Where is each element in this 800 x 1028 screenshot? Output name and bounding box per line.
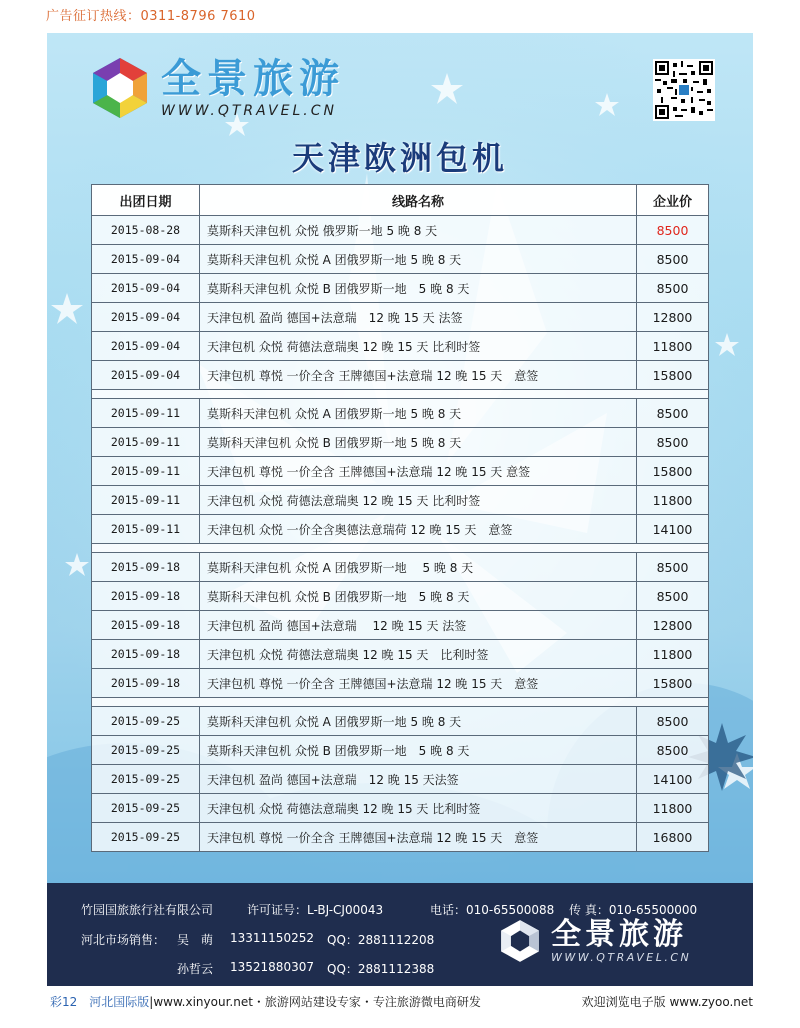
departure-date: 2015-09-11: [92, 457, 200, 486]
footer-contact-panel: [47, 883, 753, 986]
table-row: [92, 486, 709, 515]
route-name: 莫斯科天津包机 众悦 B 团俄罗斯一地 5 晚 8 天: [200, 428, 637, 457]
departure-date: 2015-09-04: [92, 361, 200, 390]
price: 11800: [637, 486, 709, 515]
route-name: 莫斯科天津包机 众悦 A 团俄罗斯一地 5 晚 8 天: [200, 553, 637, 582]
table-row: [92, 707, 709, 736]
table-row: [92, 794, 709, 823]
brand-logo-icon: [87, 55, 153, 121]
footer-brand-logo: [497, 918, 691, 964]
departure-date: 2015-09-18: [92, 582, 200, 611]
route-name: 莫斯科天津包机 众悦 B 团俄罗斯一地 5 晚 8 天: [200, 736, 637, 765]
group-separator: [92, 698, 709, 707]
route-name: 天津包机 盈尚 德国+法意瑞 12 晚 15 天 法签: [200, 611, 637, 640]
contact2-phone: 13521880307: [230, 960, 314, 974]
page-footer: [50, 993, 753, 1010]
contact2-qq: QQ：2881112388: [327, 962, 435, 976]
departure-date: 2015-09-18: [92, 611, 200, 640]
col-header-price: 企业价: [637, 185, 709, 216]
price: 8500: [637, 216, 709, 245]
price: 11800: [637, 794, 709, 823]
departure-date: 2015-08-28: [92, 216, 200, 245]
departure-date: 2015-09-11: [92, 515, 200, 544]
departure-date: 2015-09-18: [92, 553, 200, 582]
departure-date: 2015-09-25: [92, 736, 200, 765]
sales-label: 河北市场销售：: [81, 933, 166, 947]
route-name: 天津包机 尊悦 一价全含 王牌德国+法意瑞 12 晚 15 天 意签: [200, 823, 637, 852]
price: 16800: [637, 823, 709, 852]
company-name: 竹园国旅旅行社有限公司: [81, 903, 214, 917]
departure-date: 2015-09-04: [92, 332, 200, 361]
brand-logo: [87, 55, 345, 121]
table-row: [92, 245, 709, 274]
departure-date: 2015-09-04: [92, 274, 200, 303]
route-name: 莫斯科天津包机 众悦 A 团俄罗斯一地 5 晚 8 天: [200, 245, 637, 274]
table-row: [92, 669, 709, 698]
route-name: 莫斯科天津包机 众悦 A 团俄罗斯一地 5 晚 8 天: [200, 707, 637, 736]
footer-logo-icon: [497, 918, 543, 964]
contact1-name: 吴 萌: [177, 933, 214, 947]
route-name: 莫斯科天津包机 众悦 俄罗斯一地 5 晚 8 天: [200, 216, 637, 245]
route-name: 莫斯科天津包机 众悦 B 团俄罗斯一地 5 晚 8 天: [200, 582, 637, 611]
qr-code[interactable]: [653, 59, 715, 121]
price: 8500: [637, 428, 709, 457]
departure-date: 2015-09-25: [92, 707, 200, 736]
price: 12800: [637, 611, 709, 640]
price: 8500: [637, 399, 709, 428]
table-row: [92, 640, 709, 669]
price: 14100: [637, 765, 709, 794]
departure-date: 2015-09-25: [92, 823, 200, 852]
price: 8500: [637, 553, 709, 582]
table-row: [92, 399, 709, 428]
table-row: [92, 303, 709, 332]
price: 11800: [637, 640, 709, 669]
price: 11800: [637, 332, 709, 361]
route-name: 天津包机 众悦 荷德法意瑞奥 12 晚 15 天 比利时签: [200, 794, 637, 823]
price: 15800: [637, 669, 709, 698]
departure-date: 2015-09-04: [92, 245, 200, 274]
departure-date: 2015-09-18: [92, 669, 200, 698]
table-row: [92, 428, 709, 457]
page-number: 彩12 河北国际版: [50, 995, 150, 1009]
route-name: 天津包机 众悦 荷德法意瑞奥 12 晚 15 天 比利时签: [200, 332, 637, 361]
price: 14100: [637, 515, 709, 544]
table-row: [92, 332, 709, 361]
departure-date: 2015-09-11: [92, 399, 200, 428]
route-name: 天津包机 尊悦 一价全含 王牌德国+法意瑞 12 晚 15 天 意签: [200, 457, 637, 486]
route-name: 天津包机 盈尚 德国+法意瑞 12 晚 15 天法签: [200, 765, 637, 794]
brand-url: WWW.QTRAVEL.CN: [161, 103, 337, 119]
brand-name: 全景旅游: [161, 56, 345, 102]
poster: [47, 33, 753, 883]
route-name: 莫斯科天津包机 众悦 A 团俄罗斯一地 5 晚 8 天: [200, 399, 637, 428]
table-row: [92, 736, 709, 765]
price: 8500: [637, 274, 709, 303]
footer-brand-name: 全景旅游: [551, 916, 687, 952]
table-row: [92, 274, 709, 303]
site-slogan[interactable]: |www.xinyour.net・旅游网站建设专家・专注旅游微电商研发: [149, 995, 481, 1009]
contact1-phone: 13311150252: [230, 931, 314, 945]
route-name: 天津包机 盈尚 德国+法意瑞 12 晚 15 天 法签: [200, 303, 637, 332]
table-row: [92, 515, 709, 544]
table-row: [92, 457, 709, 486]
page-title: 天津欧洲包机: [291, 139, 508, 177]
table-row: [92, 823, 709, 852]
contact2-name: 孙哲云: [177, 962, 214, 976]
qr-code-icon: [655, 61, 713, 119]
route-name: 天津包机 众悦 荷德法意瑞奥 12 晚 15 天 比利时签: [200, 640, 637, 669]
departure-date: 2015-09-11: [92, 428, 200, 457]
company-phone: 电话：010-65500088: [430, 903, 555, 917]
price: 12800: [637, 303, 709, 332]
e-edition-link[interactable]: 欢迎浏览电子版 www.zyoo.net: [581, 995, 753, 1009]
table-header-row: [92, 185, 709, 216]
table-row: [92, 216, 709, 245]
table-row: [92, 582, 709, 611]
price: 8500: [637, 707, 709, 736]
departure-date: 2015-09-04: [92, 303, 200, 332]
route-name: 天津包机 众悦 荷德法意瑞奥 12 晚 15 天 比利时签: [200, 486, 637, 515]
price: 8500: [637, 582, 709, 611]
route-name: 莫斯科天津包机 众悦 B 团俄罗斯一地 5 晚 8 天: [200, 274, 637, 303]
footer-brand-url: WWW.QTRAVEL.CN: [551, 950, 692, 964]
table-row: [92, 611, 709, 640]
table-row: [92, 765, 709, 794]
price: 15800: [637, 361, 709, 390]
col-header-date: 出团日期: [92, 185, 200, 216]
route-name: 天津包机 尊悦 一价全含 王牌德国+法意瑞 12 晚 15 天 意签: [200, 361, 637, 390]
license-number: 许可证号：L-BJ-CJ00043: [247, 903, 384, 917]
route-name: 天津包机 尊悦 一价全含 王牌德国+法意瑞 12 晚 15 天 意签: [200, 669, 637, 698]
table-row: [92, 361, 709, 390]
company-fax: 传 真：010-65500000: [569, 903, 698, 917]
table-row: [92, 553, 709, 582]
departure-date: 2015-09-18: [92, 640, 200, 669]
departure-date: 2015-09-11: [92, 486, 200, 515]
col-header-route: 线路名称: [200, 185, 637, 216]
route-name: 天津包机 众悦 一价全含奥德法意瑞荷 12 晚 15 天 意签: [200, 515, 637, 544]
price: 8500: [637, 245, 709, 274]
contact1-qq: QQ：2881112208: [327, 933, 435, 947]
ad-hotline: 广告征订热线：0311-8796 7610: [46, 9, 256, 24]
price: 15800: [637, 457, 709, 486]
departure-date: 2015-09-25: [92, 794, 200, 823]
group-separator: [92, 544, 709, 553]
tour-price-table: [91, 184, 709, 852]
departure-date: 2015-09-25: [92, 765, 200, 794]
group-separator: [92, 390, 709, 399]
price: 8500: [637, 736, 709, 765]
